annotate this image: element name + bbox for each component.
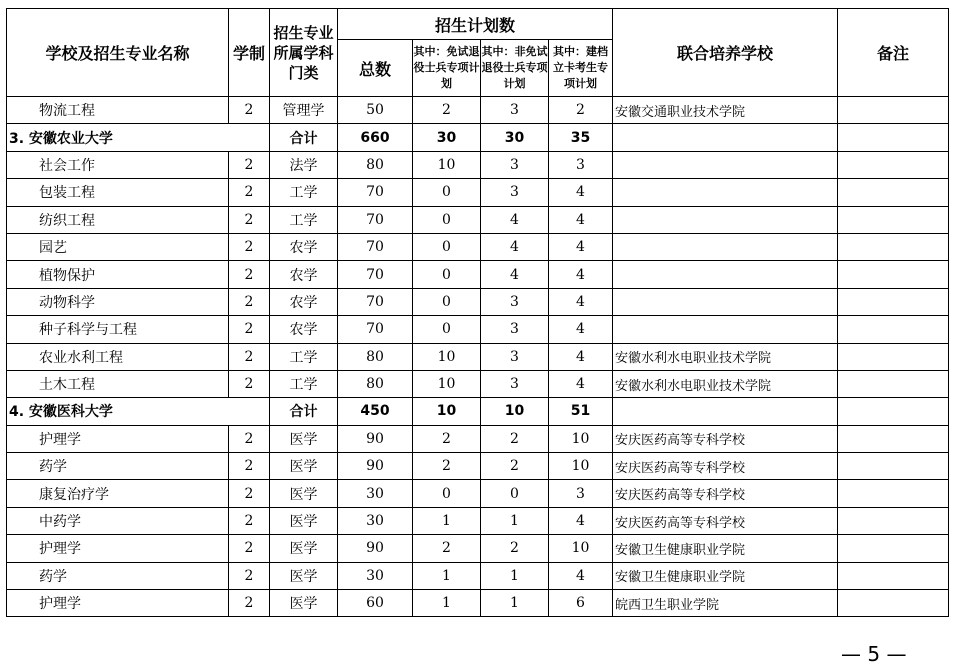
- years-cell: 2: [229, 343, 270, 370]
- nonfree-soldier-cell: 1: [481, 562, 549, 589]
- partner-cell: 安庆医药高等专科学校: [613, 453, 838, 480]
- partner-cell: [613, 206, 838, 233]
- free-soldier-cell: 2: [413, 535, 481, 562]
- card-student-cell: 4: [549, 179, 613, 206]
- card-student-cell: 3: [549, 151, 613, 178]
- major-name-cell: 药学: [7, 562, 229, 589]
- major-name-cell: 动物科学: [7, 288, 229, 315]
- nonfree-soldier-cell: 3: [481, 97, 549, 124]
- table-row: [7, 233, 949, 260]
- nonfree-soldier-cell: 4: [481, 233, 549, 260]
- card-student-cell: 4: [549, 206, 613, 233]
- free-soldier-cell: 10: [413, 398, 481, 425]
- total-cell: 70: [338, 316, 413, 343]
- table-row: [7, 343, 949, 370]
- nonfree-soldier-cell: 3: [481, 343, 549, 370]
- partner-cell: 安徽水利水电职业技术学院: [613, 370, 838, 397]
- years-cell: 2: [229, 480, 270, 507]
- total-cell: 90: [338, 453, 413, 480]
- category-cell: 工学: [270, 370, 338, 397]
- table-row: [7, 590, 949, 617]
- total-cell: 70: [338, 206, 413, 233]
- header-years: 学制: [229, 9, 270, 97]
- remark-cell: [838, 316, 949, 343]
- header-category: 招生专业所属学科门类: [270, 9, 338, 97]
- card-student-cell: 10: [549, 425, 613, 452]
- major-name-cell: 护理学: [7, 590, 229, 617]
- remark-cell: [838, 398, 949, 425]
- free-soldier-cell: 0: [413, 233, 481, 260]
- remark-cell: [838, 124, 949, 151]
- total-cell: 70: [338, 233, 413, 260]
- remark-cell: [838, 288, 949, 315]
- years-cell: 2: [229, 370, 270, 397]
- total-cell: 90: [338, 425, 413, 452]
- table-header: [7, 9, 949, 97]
- major-name-cell: 包装工程: [7, 179, 229, 206]
- category-cell: 医学: [270, 453, 338, 480]
- free-soldier-cell: 2: [413, 453, 481, 480]
- remark-cell: [838, 179, 949, 206]
- category-cell: 工学: [270, 179, 338, 206]
- header-card-student: 其中：建档立卡考生专项计划: [549, 40, 613, 97]
- major-name-cell: 社会工作: [7, 151, 229, 178]
- nonfree-soldier-cell: 1: [481, 590, 549, 617]
- card-student-cell: 4: [549, 261, 613, 288]
- major-name-cell: 园艺: [7, 233, 229, 260]
- category-cell: 农学: [270, 261, 338, 288]
- free-soldier-cell: 2: [413, 425, 481, 452]
- free-soldier-cell: 1: [413, 562, 481, 589]
- table-row: [7, 453, 949, 480]
- total-cell: 30: [338, 562, 413, 589]
- free-soldier-cell: 0: [413, 179, 481, 206]
- category-cell: 合计: [270, 124, 338, 151]
- category-cell: 医学: [270, 507, 338, 534]
- nonfree-soldier-cell: 4: [481, 261, 549, 288]
- remark-cell: [838, 453, 949, 480]
- remark-cell: [838, 97, 949, 124]
- category-cell: 医学: [270, 562, 338, 589]
- nonfree-soldier-cell: 30: [481, 124, 549, 151]
- category-cell: 合计: [270, 398, 338, 425]
- card-student-cell: 4: [549, 288, 613, 315]
- remark-cell: [838, 370, 949, 397]
- free-soldier-cell: 10: [413, 151, 481, 178]
- nonfree-soldier-cell: 2: [481, 453, 549, 480]
- free-soldier-cell: 0: [413, 288, 481, 315]
- major-name-cell: 种子科学与工程: [7, 316, 229, 343]
- nonfree-soldier-cell: 0: [481, 480, 549, 507]
- header-plan: 招生计划数: [338, 9, 613, 40]
- total-cell: 90: [338, 535, 413, 562]
- header-remark: 备注: [838, 9, 949, 97]
- table-row: [7, 535, 949, 562]
- partner-cell: [613, 124, 838, 151]
- major-name-cell: 中药学: [7, 507, 229, 534]
- category-cell: 农学: [270, 233, 338, 260]
- school-name-cell: 4. 安徽医科大学: [7, 398, 270, 425]
- category-cell: 工学: [270, 343, 338, 370]
- school-total-row: [7, 398, 949, 425]
- header-name: 学校及招生专业名称: [7, 9, 229, 97]
- header-total: 总数: [338, 40, 413, 97]
- free-soldier-cell: 1: [413, 590, 481, 617]
- partner-cell: [613, 316, 838, 343]
- table-row: [7, 562, 949, 589]
- major-name-cell: 护理学: [7, 425, 229, 452]
- card-student-cell: 4: [549, 562, 613, 589]
- header-partner: 联合培养学校: [613, 9, 838, 97]
- total-cell: 660: [338, 124, 413, 151]
- years-cell: 2: [229, 316, 270, 343]
- partner-cell: [613, 261, 838, 288]
- free-soldier-cell: 10: [413, 370, 481, 397]
- total-cell: 80: [338, 151, 413, 178]
- major-name-cell: 植物保护: [7, 261, 229, 288]
- card-student-cell: 4: [549, 316, 613, 343]
- total-cell: 60: [338, 590, 413, 617]
- years-cell: 2: [229, 206, 270, 233]
- free-soldier-cell: 2: [413, 97, 481, 124]
- category-cell: 医学: [270, 480, 338, 507]
- free-soldier-cell: 0: [413, 206, 481, 233]
- partner-cell: [613, 233, 838, 260]
- major-name-cell: 药学: [7, 453, 229, 480]
- major-name-cell: 土木工程: [7, 370, 229, 397]
- partner-cell: 安庆医药高等专科学校: [613, 507, 838, 534]
- remark-cell: [838, 425, 949, 452]
- table-row: [7, 288, 949, 315]
- partner-cell: 安徽水利水电职业技术学院: [613, 343, 838, 370]
- partner-cell: [613, 398, 838, 425]
- free-soldier-cell: 0: [413, 316, 481, 343]
- free-soldier-cell: 30: [413, 124, 481, 151]
- table-row: [7, 261, 949, 288]
- category-cell: 医学: [270, 535, 338, 562]
- table-row: [7, 316, 949, 343]
- partner-cell: [613, 151, 838, 178]
- major-name-cell: 农业水利工程: [7, 343, 229, 370]
- years-cell: 2: [229, 453, 270, 480]
- category-cell: 法学: [270, 151, 338, 178]
- remark-cell: [838, 151, 949, 178]
- card-student-cell: 51: [549, 398, 613, 425]
- years-cell: 2: [229, 179, 270, 206]
- partner-cell: [613, 288, 838, 315]
- major-name-cell: 纺织工程: [7, 206, 229, 233]
- card-student-cell: 4: [549, 507, 613, 534]
- remark-cell: [838, 206, 949, 233]
- table-body: [7, 97, 949, 617]
- years-cell: 2: [229, 507, 270, 534]
- free-soldier-cell: 0: [413, 261, 481, 288]
- category-cell: 农学: [270, 288, 338, 315]
- free-soldier-cell: 1: [413, 507, 481, 534]
- page-number: — 5 —: [841, 642, 907, 666]
- total-cell: 80: [338, 370, 413, 397]
- nonfree-soldier-cell: 4: [481, 206, 549, 233]
- header-nonfree-soldier: 其中：非免试退役士兵专项计划: [481, 40, 549, 97]
- years-cell: 2: [229, 233, 270, 260]
- years-cell: 2: [229, 535, 270, 562]
- category-cell: 医学: [270, 590, 338, 617]
- nonfree-soldier-cell: 3: [481, 151, 549, 178]
- remark-cell: [838, 535, 949, 562]
- enrollment-table: [6, 8, 949, 617]
- years-cell: 2: [229, 97, 270, 124]
- category-cell: 农学: [270, 316, 338, 343]
- years-cell: 2: [229, 425, 270, 452]
- table-row: [7, 206, 949, 233]
- total-cell: 30: [338, 507, 413, 534]
- card-student-cell: 2: [549, 97, 613, 124]
- partner-cell: 皖西卫生职业学院: [613, 590, 838, 617]
- years-cell: 2: [229, 590, 270, 617]
- table-row: [7, 151, 949, 178]
- nonfree-soldier-cell: 1: [481, 507, 549, 534]
- total-cell: 450: [338, 398, 413, 425]
- remark-cell: [838, 261, 949, 288]
- table-row: [7, 507, 949, 534]
- partner-cell: 安庆医药高等专科学校: [613, 425, 838, 452]
- card-student-cell: 6: [549, 590, 613, 617]
- years-cell: 2: [229, 151, 270, 178]
- card-student-cell: 10: [549, 535, 613, 562]
- remark-cell: [838, 507, 949, 534]
- table-row: [7, 179, 949, 206]
- category-cell: 医学: [270, 425, 338, 452]
- total-cell: 30: [338, 480, 413, 507]
- years-cell: 2: [229, 261, 270, 288]
- free-soldier-cell: 10: [413, 343, 481, 370]
- partner-cell: 安徽卫生健康职业学院: [613, 562, 838, 589]
- partner-cell: [613, 179, 838, 206]
- card-student-cell: 10: [549, 453, 613, 480]
- nonfree-soldier-cell: 2: [481, 425, 549, 452]
- nonfree-soldier-cell: 3: [481, 179, 549, 206]
- remark-cell: [838, 343, 949, 370]
- nonfree-soldier-cell: 3: [481, 288, 549, 315]
- total-cell: 70: [338, 288, 413, 315]
- total-cell: 50: [338, 97, 413, 124]
- major-name-cell: 物流工程: [7, 97, 229, 124]
- total-cell: 70: [338, 261, 413, 288]
- free-soldier-cell: 0: [413, 480, 481, 507]
- remark-cell: [838, 233, 949, 260]
- card-student-cell: 4: [549, 233, 613, 260]
- total-cell: 80: [338, 343, 413, 370]
- header-free-soldier: 其中：免试退役士兵专项计划: [413, 40, 481, 97]
- partner-cell: 安徽卫生健康职业学院: [613, 535, 838, 562]
- remark-cell: [838, 562, 949, 589]
- school-total-row: [7, 124, 949, 151]
- partner-cell: 安庆医药高等专科学校: [613, 480, 838, 507]
- card-student-cell: 4: [549, 370, 613, 397]
- nonfree-soldier-cell: 3: [481, 316, 549, 343]
- card-student-cell: 35: [549, 124, 613, 151]
- major-name-cell: 康复治疗学: [7, 480, 229, 507]
- remark-cell: [838, 480, 949, 507]
- category-cell: 工学: [270, 206, 338, 233]
- remark-cell: [838, 590, 949, 617]
- table-row: [7, 370, 949, 397]
- years-cell: 2: [229, 562, 270, 589]
- total-cell: 70: [338, 179, 413, 206]
- partner-cell: 安徽交通职业技术学院: [613, 97, 838, 124]
- table-row: [7, 425, 949, 452]
- table-row: [7, 97, 949, 124]
- nonfree-soldier-cell: 2: [481, 535, 549, 562]
- card-student-cell: 4: [549, 343, 613, 370]
- school-name-cell: 3. 安徽农业大学: [7, 124, 270, 151]
- years-cell: 2: [229, 288, 270, 315]
- major-name-cell: 护理学: [7, 535, 229, 562]
- nonfree-soldier-cell: 10: [481, 398, 549, 425]
- category-cell: 管理学: [270, 97, 338, 124]
- nonfree-soldier-cell: 3: [481, 370, 549, 397]
- table-row: [7, 480, 949, 507]
- card-student-cell: 3: [549, 480, 613, 507]
